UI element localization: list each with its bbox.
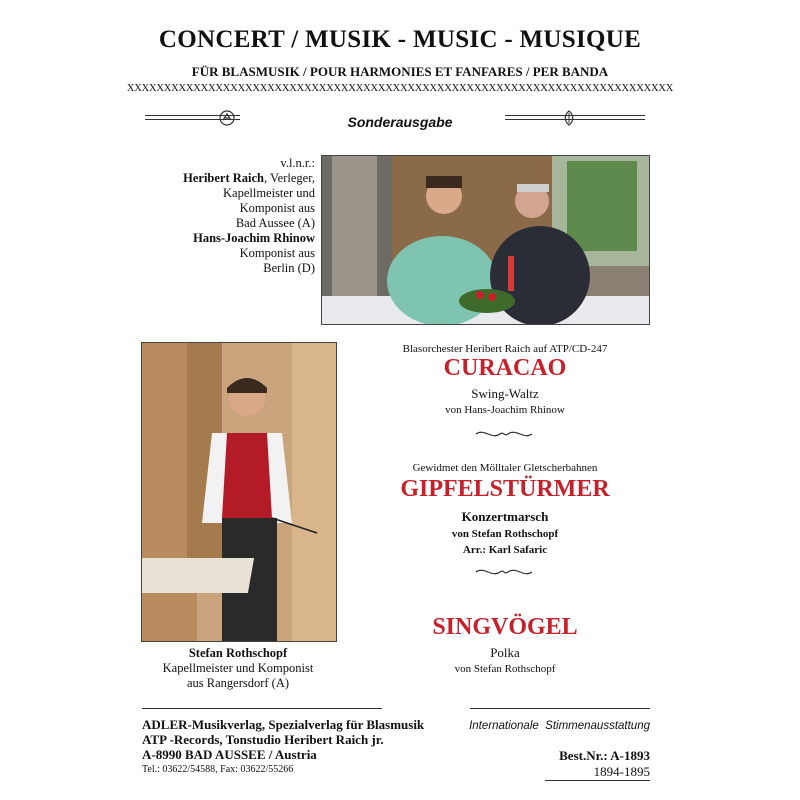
caption-person1-desc2: Kapellmeister und bbox=[223, 186, 315, 200]
caption-rothschopf-desc2: aus Rangersdorf (A) bbox=[186, 676, 290, 690]
work2-composer: von Stefan Rothschopf bbox=[451, 528, 559, 540]
caption-person1-name: Heribert Raich bbox=[183, 171, 265, 185]
publisher-line1: ADLER-Musikverlag, Spezialverlag für Blasmusik bbox=[142, 717, 425, 732]
order-range: 1894-1895 bbox=[593, 764, 650, 779]
logo-ornament-right-icon bbox=[560, 109, 578, 127]
photo-raich-rhinow bbox=[321, 155, 650, 325]
work1-title: CURACAO bbox=[443, 355, 567, 381]
footer-divider-right bbox=[470, 708, 650, 709]
caption-person1-desc3: Komponist aus bbox=[239, 201, 315, 215]
work2-title: GIPFELSTÜRMER bbox=[400, 476, 610, 502]
publisher-contact: Tel.: 03622/54588, Fax: 03622/55266 bbox=[142, 764, 294, 775]
page-subtitle: FÜR BLASMUSIK / POUR HARMONIES ET FANFARES / PER BANDA bbox=[191, 64, 609, 79]
order-number: Best.Nr.: A-1893 bbox=[559, 748, 650, 763]
footer-divider-left bbox=[142, 708, 382, 709]
caption-person2-name: Hans-Joachim Rhinow bbox=[193, 231, 315, 245]
caption-vlnr: v.l.n.r.: bbox=[280, 156, 315, 170]
publisher-line3: A-8990 BAD AUSSEE / Austria bbox=[142, 747, 317, 762]
caption-person2-desc1: Komponist aus bbox=[239, 246, 315, 260]
caption-rothschopf-name: Stefan Rothschopf bbox=[188, 646, 288, 660]
publisher-block bbox=[142, 717, 452, 777]
photo-rothschopf bbox=[141, 342, 337, 642]
edition-label: Sonderausgabe bbox=[347, 114, 453, 130]
publisher-line2: ATP -Records, Tonstudio Heribert Raich jr. bbox=[142, 732, 384, 747]
caption-rothschopf-desc1: Kapellmeister und Komponist bbox=[162, 661, 314, 675]
page-title: CONCERT / MUSIK - MUSIC - MUSIQUE bbox=[158, 26, 642, 53]
caption-person1-desc1: , Verleger, bbox=[264, 171, 315, 185]
caption-person1-line bbox=[140, 171, 315, 186]
top-photo-caption bbox=[140, 156, 315, 276]
work1-composer: von Hans-Joachim Rhinow bbox=[445, 404, 565, 416]
work2-genre: Konzertmarsch bbox=[461, 509, 549, 524]
caption-person1-desc4: Bad Aussee (A) bbox=[235, 216, 315, 230]
separator-xline: XXXXXXXXXXXXXXXXXXXXXXXXXXXXXXXXXXXXXXXXXXXXXXXXXXXXXXXXXXXXXXXXXXXXXXXXXX bbox=[126, 83, 674, 94]
work1-intro: Blasorchester Heribert Raich auf ATP/CD-247 bbox=[402, 343, 608, 355]
left-photo-caption bbox=[141, 646, 335, 691]
work1-genre: Swing-Waltz bbox=[471, 386, 539, 401]
caption-person2-desc2: Berlin (D) bbox=[263, 261, 315, 275]
work3-composer: von Stefan Rothschopf bbox=[454, 663, 556, 675]
work2-intro: Gewidmet den Mölltaler Gletscherbahnen bbox=[412, 462, 598, 474]
intl-parts-label: Internationale Stimmenausstattung bbox=[469, 720, 650, 732]
work2-arranger: Arr.: Karl Safaric bbox=[462, 544, 548, 556]
order-underline bbox=[545, 780, 650, 781]
work3-genre: Polka bbox=[490, 645, 520, 660]
flourish-1-icon bbox=[474, 428, 534, 440]
work3-title: SINGVÖGEL bbox=[432, 614, 578, 640]
flourish-2-icon bbox=[474, 566, 534, 578]
